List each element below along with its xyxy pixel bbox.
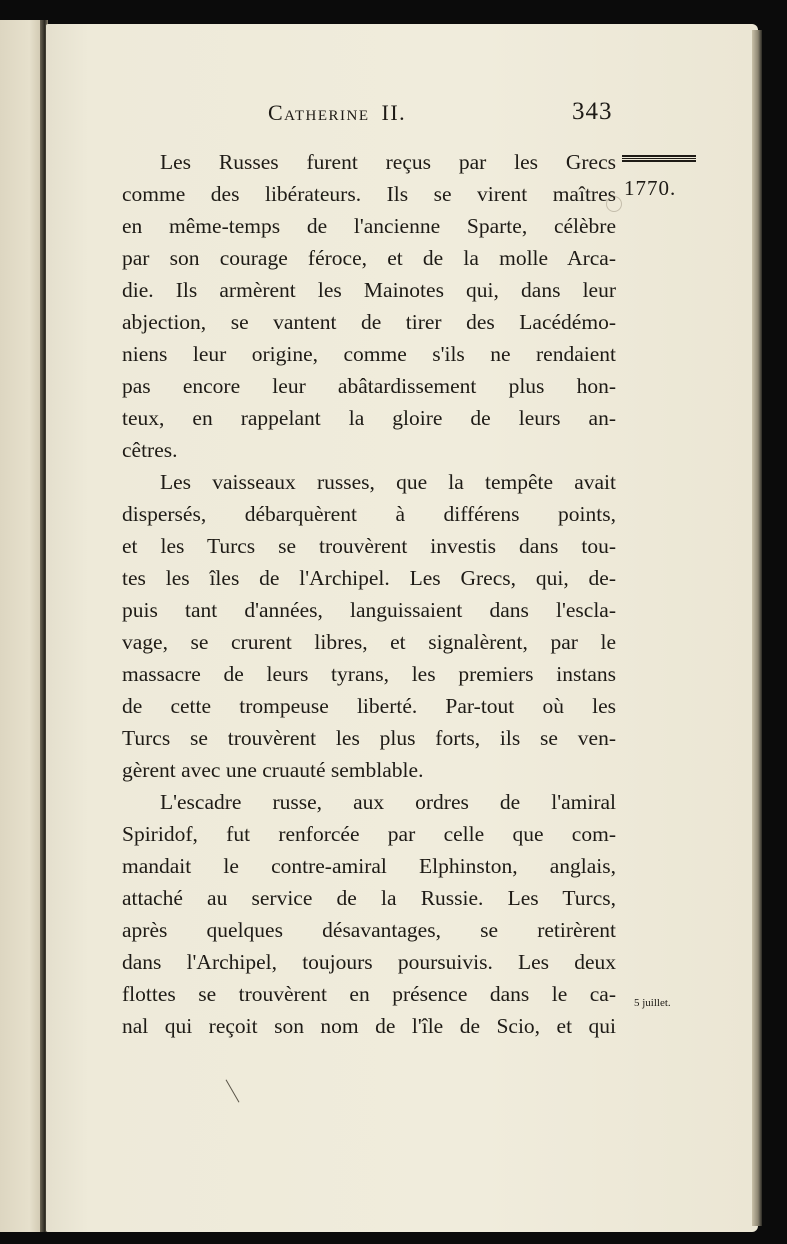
text-line: Turcs se trouvèrent les plus forts, ils se ven- — [122, 726, 616, 750]
text-line: Spiridof, fut renforcée par celle que com- — [122, 822, 616, 846]
text-line: Les vaisseaux russes, que la tempête avait — [160, 470, 616, 494]
paper-stain — [606, 196, 622, 212]
text-line: après quelques désavantages, se retirèrent — [122, 918, 616, 942]
text-line: puis tant d'années, languissaient dans l'escla- — [122, 598, 616, 622]
text-line: mandait le contre-amiral Elphinston, anglais, — [122, 854, 616, 878]
text-line: comme des libérateurs. Ils se virent maîtres — [122, 182, 616, 206]
text-line: cêtres. — [122, 438, 178, 462]
running-title: Catherine — [268, 100, 370, 125]
text-line: L'escadre russe, aux ordres de l'amiral — [160, 790, 616, 814]
text-line: Les Russes furent reçus par les Grecs — [160, 150, 616, 174]
running-numeral: II. — [381, 100, 407, 125]
text-line: nal qui reçoit son nom de l'île de Scio, et qui — [122, 1014, 616, 1038]
running-head — [268, 100, 406, 126]
page-number: 343 — [572, 98, 613, 125]
text-line: par son courage féroce, et de la molle Arca- — [122, 246, 616, 270]
margin-note-year: 1770. — [624, 176, 677, 200]
text-line: en même-temps de l'ancienne Sparte, célèbre — [122, 214, 616, 238]
text-line: abjection, se vantent de tirer des Lacédémo- — [122, 310, 616, 334]
margin-note-date: 5 juillet. — [634, 997, 671, 1009]
text-line: gèrent avec une cruauté semblable. — [122, 758, 424, 782]
text-line: dans l'Archipel, toujours poursuivis. Les deux — [122, 950, 616, 974]
text-line: niens leur origine, comme s'ils ne rendaient — [122, 342, 616, 366]
text-line: et les Turcs se trouvèrent investis dans tou- — [122, 534, 616, 558]
page-fore-edge — [752, 30, 762, 1226]
body-text — [122, 146, 616, 1042]
margin-rule-ornament — [622, 155, 696, 162]
text-line: attaché au service de la Russie. Les Turcs, — [122, 886, 616, 910]
text-line: vage, se crurent libres, et signalèrent, par le — [122, 630, 616, 654]
facing-page-edge — [0, 20, 42, 1232]
text-line: dispersés, débarquèrent à différens points, — [122, 502, 616, 526]
text-line: flottes se trouvèrent en présence dans le ca- — [122, 982, 616, 1006]
text-line: pas encore leur abâtardissement plus hon- — [122, 374, 616, 398]
text-line: tes les îles de l'Archipel. Les Grecs, qui, de- — [122, 566, 616, 590]
text-line: massacre de leurs tyrans, les premiers instans — [122, 662, 616, 686]
text-line: teux, en rappelant la gloire de leurs an- — [122, 406, 616, 430]
text-line: die. Ils armèrent les Mainotes qui, dans leur — [122, 278, 616, 302]
text-line: de cette trompeuse liberté. Par-tout où les — [122, 694, 616, 718]
